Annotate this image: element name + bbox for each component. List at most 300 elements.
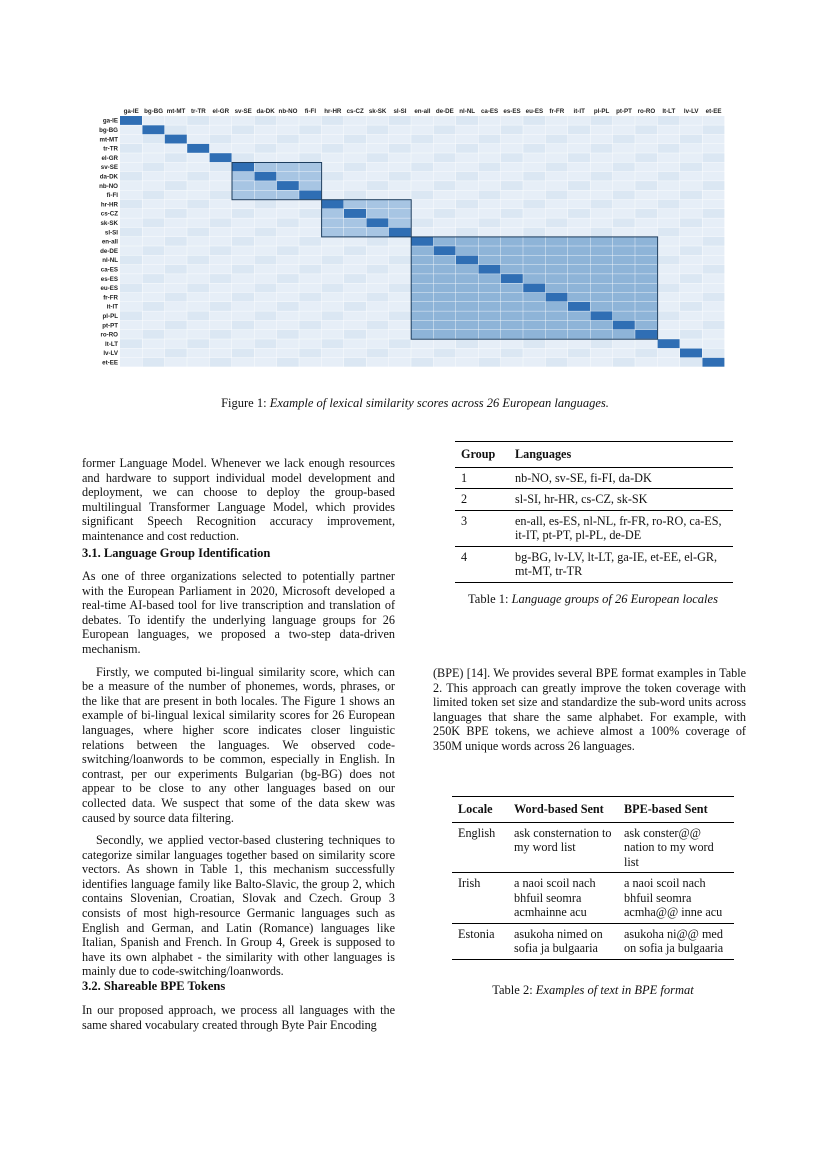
heatmap-cell [165, 228, 187, 237]
heatmap-cell [546, 274, 568, 283]
heatmap-row-label: it-IT [106, 303, 118, 311]
heatmap-cell [411, 209, 433, 218]
heatmap-cell [546, 190, 568, 199]
heatmap-cell [680, 200, 702, 209]
heatmap-cell [434, 321, 456, 330]
heatmap-cell [344, 265, 366, 274]
heatmap-cell [322, 200, 344, 209]
heatmap-cell [411, 200, 433, 209]
heatmap-cell [366, 144, 388, 153]
heatmap-cell [232, 116, 254, 125]
heatmap-row-label: eu-ES [100, 285, 118, 293]
heatmap-cell [478, 181, 500, 190]
heatmap-cell [658, 200, 680, 209]
heatmap-row-label: fr-FR [103, 294, 118, 302]
heatmap-cell [366, 153, 388, 162]
heatmap-cell [613, 246, 635, 255]
heatmap-cell [478, 339, 500, 348]
heatmap-cell [299, 209, 321, 218]
heatmap-cell [635, 190, 657, 199]
heatmap-cell [546, 321, 568, 330]
heatmap-cell [232, 293, 254, 302]
heatmap-cell [456, 246, 478, 255]
heatmap-cell [389, 228, 411, 237]
heatmap-cell [344, 339, 366, 348]
heatmap-cell [277, 339, 299, 348]
heatmap-cell [411, 125, 433, 134]
heatmap-cell [680, 256, 702, 265]
heatmap-cell [142, 172, 164, 181]
heatmap-cell [523, 339, 545, 348]
heatmap-cell [613, 125, 635, 134]
heatmap-cell [187, 311, 209, 320]
heatmap-cell [389, 358, 411, 367]
heatmap-cell [523, 349, 545, 358]
heatmap-cell [165, 256, 187, 265]
heatmap-cell [680, 135, 702, 144]
heatmap-cell [434, 311, 456, 320]
heatmap-cell [702, 135, 724, 144]
heatmap-cell [210, 172, 232, 181]
heatmap-cell [411, 339, 433, 348]
heatmap-cell [165, 265, 187, 274]
heatmap-cell [680, 274, 702, 283]
heatmap-cell [501, 116, 523, 125]
heatmap-cell [120, 311, 142, 320]
table2-cell-locale: Estonia [452, 923, 508, 959]
heatmap-cell [389, 311, 411, 320]
heatmap-cell [187, 228, 209, 237]
heatmap-cell [478, 237, 500, 246]
heatmap-cell [680, 283, 702, 292]
heatmap-cell [613, 349, 635, 358]
heatmap-cell [456, 358, 478, 367]
heatmap-cell [546, 228, 568, 237]
heatmap-cell [680, 190, 702, 199]
heatmap-cell [456, 302, 478, 311]
heatmap-cell [635, 358, 657, 367]
heatmap-cell [434, 246, 456, 255]
heatmap-row-label: nb-NO [99, 182, 118, 190]
heatmap-cell [344, 163, 366, 172]
heatmap-cell [299, 172, 321, 181]
heatmap-cell [411, 218, 433, 227]
heatmap-cell [658, 311, 680, 320]
heatmap-cell [187, 302, 209, 311]
heatmap-cell [613, 302, 635, 311]
heatmap-cell [299, 190, 321, 199]
heatmap-col-label: pl-PL [593, 108, 610, 115]
heatmap-cell [411, 116, 433, 125]
right-column [433, 666, 746, 762]
heatmap-cell [366, 246, 388, 255]
heatmap-cell [411, 293, 433, 302]
heatmap-cell [456, 125, 478, 134]
heatmap-row-label: ga-IE [102, 117, 118, 125]
heatmap-cell [658, 228, 680, 237]
heatmap-cell [680, 209, 702, 218]
heatmap-cell [478, 200, 500, 209]
heatmap-cell [546, 293, 568, 302]
heatmap-cell [254, 311, 276, 320]
heatmap-cell [322, 116, 344, 125]
heatmap-cell [590, 330, 612, 339]
heatmap-cell [658, 153, 680, 162]
heatmap-cell [344, 293, 366, 302]
heatmap-cell [344, 302, 366, 311]
heatmap-cell [254, 218, 276, 227]
heatmap-cell [434, 256, 456, 265]
heatmap-cell [635, 200, 657, 209]
heatmap-cell [702, 246, 724, 255]
heatmap-col-label: cs-CZ [346, 108, 364, 115]
heatmap-cell [299, 218, 321, 227]
heatmap-cell [635, 293, 657, 302]
table1 [455, 441, 733, 583]
heatmap-cell [210, 228, 232, 237]
heatmap-cell [680, 358, 702, 367]
heatmap-col-label: eu-ES [525, 108, 544, 115]
heatmap-cell [456, 321, 478, 330]
heatmap-cell [366, 163, 388, 172]
heatmap-cell [523, 256, 545, 265]
heatmap-cell [658, 135, 680, 144]
heatmap-cell [187, 209, 209, 218]
table2-caption-label: Table 2: [492, 983, 533, 997]
heatmap-cell [142, 153, 164, 162]
heatmap-cell [142, 302, 164, 311]
table-row [452, 873, 734, 924]
table2-caption [440, 983, 746, 998]
heatmap-cell [277, 349, 299, 358]
heatmap-cell [389, 172, 411, 181]
heatmap-row-label: lt-LT [105, 340, 118, 348]
heatmap-cell [702, 181, 724, 190]
heatmap-cell [590, 283, 612, 292]
heatmap-cell [142, 265, 164, 274]
table-row [452, 923, 734, 959]
heatmap-cell [344, 172, 366, 181]
heatmap-cell [254, 237, 276, 246]
heatmap-cell [702, 349, 724, 358]
heatmap-cell [658, 293, 680, 302]
heatmap-cell [299, 330, 321, 339]
heatmap-cell [277, 125, 299, 134]
heatmap-cell [344, 330, 366, 339]
heatmap-cell [210, 302, 232, 311]
heatmap-cell [702, 218, 724, 227]
heatmap-cell [232, 209, 254, 218]
heatmap-cell [411, 330, 433, 339]
heatmap-cell [299, 283, 321, 292]
heatmap-cell [232, 153, 254, 162]
heatmap-cell [456, 144, 478, 153]
heatmap-cell [411, 274, 433, 283]
heatmap-cell [232, 339, 254, 348]
heatmap-row-label: nl-NL [102, 257, 118, 265]
heatmap-cell [658, 330, 680, 339]
heatmap-cell [501, 358, 523, 367]
heatmap-cell [254, 116, 276, 125]
heatmap-cell [434, 163, 456, 172]
heatmap-cell [411, 135, 433, 144]
heatmap-cell [277, 218, 299, 227]
heatmap-cell [254, 125, 276, 134]
heatmap-cell [411, 172, 433, 181]
heatmap-cell [568, 144, 590, 153]
table1-cell-group: 3 [455, 510, 509, 546]
heatmap-cell [546, 181, 568, 190]
heatmap-cell [254, 144, 276, 153]
heatmap-cell [277, 293, 299, 302]
heatmap-cell [658, 321, 680, 330]
heatmap-cell [232, 163, 254, 172]
heatmap-row-label: bg-BG [99, 126, 118, 134]
table-row [455, 546, 733, 582]
heatmap-cell [142, 125, 164, 134]
heatmap-cell [478, 144, 500, 153]
heatmap-cell [434, 349, 456, 358]
heatmap-cell [165, 330, 187, 339]
heatmap-cell [254, 228, 276, 237]
heatmap-cell [568, 172, 590, 181]
heatmap-cell [277, 116, 299, 125]
heatmap-cell [120, 144, 142, 153]
heatmap-cell [590, 302, 612, 311]
heatmap-cell [322, 153, 344, 162]
heatmap-cell [120, 274, 142, 283]
heatmap-cell [277, 256, 299, 265]
heatmap-cell [210, 349, 232, 358]
heatmap-cell [142, 311, 164, 320]
heatmap-cell [322, 246, 344, 255]
heatmap-cell [658, 237, 680, 246]
heatmap-cell [434, 190, 456, 199]
heatmap-cell [299, 358, 321, 367]
heatmap-cell [232, 144, 254, 153]
heatmap-cell [680, 237, 702, 246]
heatmap-cell [254, 321, 276, 330]
heatmap-cell [501, 293, 523, 302]
heatmap-cell [277, 209, 299, 218]
heatmap-cell [165, 181, 187, 190]
heatmap-cell [187, 116, 209, 125]
section-3-2-body [82, 1003, 395, 1040]
heatmap-cell [680, 163, 702, 172]
heatmap-cell [322, 321, 344, 330]
heatmap-cell [299, 200, 321, 209]
heatmap-cell [501, 339, 523, 348]
heatmap-cell [523, 163, 545, 172]
heatmap-cell [411, 144, 433, 153]
heatmap-cell [501, 311, 523, 320]
table2-cell-locale: Irish [452, 873, 508, 924]
heatmap-cell [210, 293, 232, 302]
heatmap-cell [590, 200, 612, 209]
figure1-caption-label: Figure 1: [221, 396, 267, 410]
heatmap-cell [165, 302, 187, 311]
heatmap-row-label: et-EE [102, 359, 118, 367]
heatmap-cell [389, 293, 411, 302]
heatmap-cell [613, 200, 635, 209]
heatmap-cell [456, 190, 478, 199]
heatmap-cell [434, 144, 456, 153]
heatmap-cell [478, 135, 500, 144]
heatmap-cell [635, 256, 657, 265]
heatmap-cell [120, 135, 142, 144]
heatmap-cell [142, 237, 164, 246]
heatmap-cell [702, 293, 724, 302]
heatmap-cell [680, 293, 702, 302]
heatmap-col-label: ro-RO [637, 108, 656, 115]
heatmap-cell [120, 172, 142, 181]
heatmap-cell [366, 293, 388, 302]
heatmap-col-label: sl-SI [393, 108, 407, 115]
heatmap-cell [366, 116, 388, 125]
heatmap-cell [613, 228, 635, 237]
heatmap-row-label: sl-SI [104, 229, 118, 237]
heatmap-cell [254, 358, 276, 367]
heatmap-cell [366, 339, 388, 348]
heatmap-col-label: nl-NL [459, 108, 476, 115]
heatmap-cell [635, 209, 657, 218]
heatmap-cell [299, 265, 321, 274]
heatmap-cell [658, 116, 680, 125]
heatmap-cell [389, 246, 411, 255]
heatmap-cell [389, 218, 411, 227]
heatmap-cell [389, 125, 411, 134]
heatmap-cell [366, 349, 388, 358]
heatmap-cell [613, 172, 635, 181]
heatmap-cell [613, 339, 635, 348]
table2-cell-bpe: ask conster@@ nation to my word list [618, 822, 734, 873]
heatmap-cell [501, 163, 523, 172]
heatmap-cell [389, 274, 411, 283]
heatmap-cell [165, 339, 187, 348]
heatmap-cell [142, 228, 164, 237]
heatmap-col-label: en-all [414, 108, 431, 115]
heatmap-cell [546, 116, 568, 125]
heatmap-cell [635, 274, 657, 283]
heatmap-cell [299, 339, 321, 348]
table2-cell-word: ask consternation to my word list [508, 822, 618, 873]
heatmap-cell [142, 349, 164, 358]
heatmap-cell [254, 190, 276, 199]
heatmap-cell [590, 274, 612, 283]
figure1-caption [120, 396, 710, 411]
heatmap-cell [254, 349, 276, 358]
heatmap-cell [590, 237, 612, 246]
heatmap-cell [702, 200, 724, 209]
heatmap-cell [366, 358, 388, 367]
heatmap-cell [411, 190, 433, 199]
heatmap-cell [478, 293, 500, 302]
heatmap-cell [322, 302, 344, 311]
heatmap-cell [254, 246, 276, 255]
heatmap-cell [389, 116, 411, 125]
heatmap-cell [187, 237, 209, 246]
heatmap-cell [411, 265, 433, 274]
heatmap-cell [142, 274, 164, 283]
heatmap-cell [142, 256, 164, 265]
heatmap-cell [478, 349, 500, 358]
heatmap-cell [613, 358, 635, 367]
heatmap-cell [568, 163, 590, 172]
heatmap-cell [299, 302, 321, 311]
heatmap-cell [456, 349, 478, 358]
heatmap-cell [299, 163, 321, 172]
table2 [452, 796, 734, 960]
heatmap-cell [210, 246, 232, 255]
heatmap-cell [389, 349, 411, 358]
heatmap-cell [680, 228, 702, 237]
heatmap-cell [366, 218, 388, 227]
heatmap-cell [277, 228, 299, 237]
heatmap-cell [613, 116, 635, 125]
heatmap-cell [299, 144, 321, 153]
heatmap-cell [702, 321, 724, 330]
heatmap-cell [456, 135, 478, 144]
heatmap-cell [232, 246, 254, 255]
heatmap-cell [635, 125, 657, 134]
heatmap-cell [702, 172, 724, 181]
heatmap-cell [568, 190, 590, 199]
heatmap-row-label: es-ES [100, 275, 118, 283]
heatmap-cell [165, 283, 187, 292]
heatmap-cell [702, 228, 724, 237]
heatmap-cell [210, 153, 232, 162]
heatmap-cell [613, 218, 635, 227]
heatmap-cell [702, 237, 724, 246]
heatmap-cell [389, 339, 411, 348]
heatmap-cell [434, 172, 456, 181]
heatmap-cell [456, 339, 478, 348]
heatmap-row-label: hr-HR [100, 201, 118, 209]
table-row [455, 467, 733, 489]
table1-cell-languages: nb-NO, sv-SE, fi-FI, da-DK [509, 467, 733, 489]
heatmap-cell [254, 135, 276, 144]
heatmap-cell [344, 349, 366, 358]
heatmap-cell [568, 321, 590, 330]
heatmap-cell [344, 321, 366, 330]
heatmap-cell [299, 181, 321, 190]
heatmap-cell [142, 209, 164, 218]
heatmap-cell [568, 246, 590, 255]
heatmap-cell [165, 293, 187, 302]
heatmap-cell [658, 283, 680, 292]
heatmap-cell [613, 256, 635, 265]
table1-header-languages: Languages [509, 442, 733, 468]
heatmap-cell [322, 311, 344, 320]
heatmap-cell [187, 181, 209, 190]
heatmap-cell [568, 339, 590, 348]
heatmap-col-label: tr-TR [191, 108, 206, 115]
heatmap-cell [590, 228, 612, 237]
heatmap-cell [299, 135, 321, 144]
heatmap-cell [568, 283, 590, 292]
paragraph-bpe: (BPE) [14]. We provides several BPE format examples in Table 2. This approach can greatly improve the token coverage with limited token set size and standardize the sub-word units across languages that share the same alphabet. For example, with 250K BPE tokens, we achieve almost a 100% coverage of 350M unique words across 26 languages. [433, 666, 746, 753]
heatmap-cell [142, 339, 164, 348]
heatmap-cell [434, 125, 456, 134]
heatmap-cell [366, 125, 388, 134]
section-3-2-title: 3.2. Shareable BPE Tokens [82, 979, 226, 993]
heatmap-cell [523, 358, 545, 367]
heatmap-cell [501, 330, 523, 339]
heatmap-cell [523, 200, 545, 209]
heatmap-cell [344, 153, 366, 162]
table1-caption [440, 592, 746, 607]
heatmap-cell [523, 181, 545, 190]
